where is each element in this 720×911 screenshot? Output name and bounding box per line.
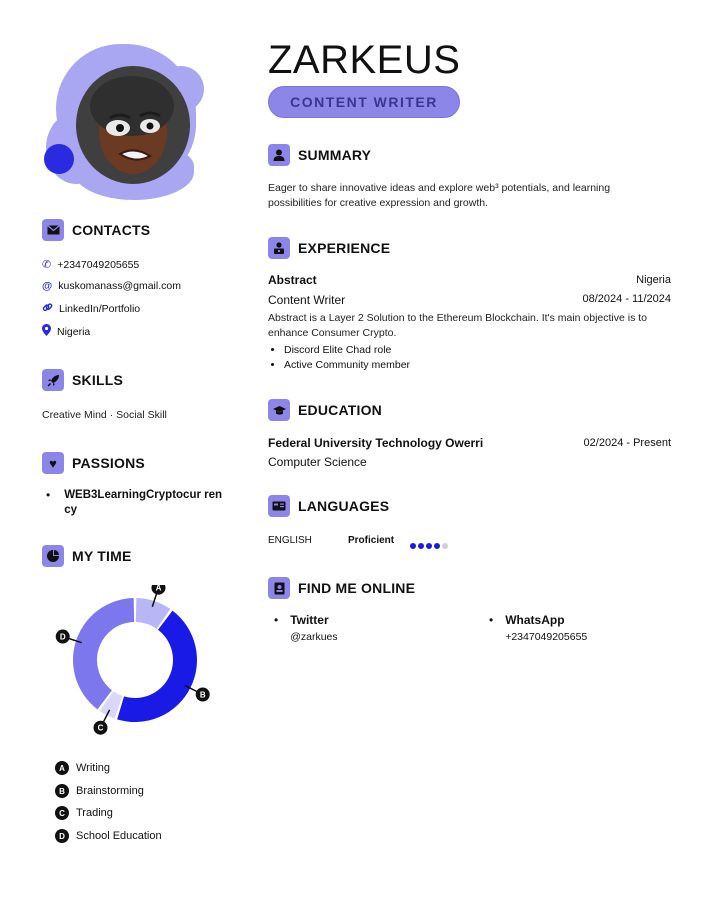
donut-marker-label: C	[97, 723, 104, 733]
passions-section-header	[42, 452, 145, 474]
legend-marker: A	[55, 761, 69, 775]
rocket-icon	[42, 369, 64, 391]
contact-link[interactable]: LinkedIn/Portfolio	[42, 302, 140, 316]
avatar-photo	[76, 66, 190, 184]
experience-dates: 08/2024 - 11/2024	[582, 293, 671, 305]
graduation-cap-icon	[268, 399, 290, 421]
contact-phone[interactable]: ✆ +2347049205655	[42, 258, 140, 271]
level-dot-filled	[434, 543, 440, 549]
contacts-section-header	[42, 219, 150, 241]
experience-company: Abstract	[268, 273, 317, 287]
legend-item-school-education: D School Education	[55, 829, 162, 843]
contact-location: Nigeria	[42, 324, 90, 339]
passions-title: PASSIONS	[72, 455, 145, 471]
education-field: Computer Science	[268, 455, 367, 469]
id-card-icon	[268, 495, 290, 517]
language-level-dots	[410, 536, 450, 554]
skills-text: Creative Mind · Social Skill	[42, 409, 167, 421]
experience-location: Nigeria	[636, 274, 671, 286]
level-dot-filled	[426, 543, 432, 549]
languages-section-header	[268, 495, 389, 517]
briefcase-person-icon	[268, 237, 290, 259]
contacts-title: CONTACTS	[72, 222, 151, 238]
skills-section-header	[42, 369, 123, 391]
online-title: FIND ME ONLINE	[298, 580, 416, 596]
skills-title: SKILLS	[72, 372, 123, 388]
person-icon	[268, 144, 290, 166]
language-level: Proficient	[348, 535, 395, 546]
language-name: ENGLISH	[268, 535, 312, 546]
legend-marker: D	[55, 829, 69, 843]
donut-slice-school-education	[73, 598, 134, 709]
online-section-header	[268, 577, 415, 599]
online-item-twitter[interactable]: • Twitter @zarkues	[274, 613, 338, 643]
legend-item-trading: C Trading	[55, 806, 113, 820]
experience-bullet: • Discord Elite Chad role	[284, 344, 410, 356]
experience-section-header	[268, 237, 390, 259]
education-dates: 02/2024 - Present	[583, 437, 671, 449]
at-icon: @	[42, 280, 53, 292]
mytime-title: MY TIME	[72, 548, 132, 564]
languages-title: LANGUAGES	[298, 498, 390, 514]
profile-avatar	[40, 40, 210, 200]
online-item-whatsapp[interactable]: • WhatsApp +2347049205655	[489, 613, 588, 643]
person-name: ZARKEUS	[268, 38, 461, 82]
phone-icon: ✆	[42, 259, 52, 271]
donut-marker-label: D	[59, 632, 66, 642]
level-dot-empty	[442, 543, 448, 549]
legend-item-brainstorming: B Brainstorming	[55, 784, 144, 798]
experience-bullets	[270, 341, 410, 374]
link-icon	[42, 302, 53, 316]
heart-icon: ♥	[42, 452, 64, 474]
passion-item: • WEB3LearningCryptocur rency	[46, 488, 223, 516]
contact-email[interactable]: @ kuskomanass@gmail.com	[42, 280, 181, 292]
legend-marker: B	[55, 784, 69, 798]
experience-position: Content Writer	[268, 293, 346, 307]
location-pin-icon	[42, 324, 51, 339]
contact-card-icon	[268, 577, 290, 599]
level-dot-filled	[410, 543, 416, 549]
pie-chart-icon	[42, 545, 64, 567]
legend-marker: C	[55, 806, 69, 820]
education-title: EDUCATION	[298, 402, 382, 418]
summary-text: Eager to share innovative ideas and explore web³ potentials, and learning possibilities for creative expression and growth.	[268, 182, 611, 209]
mytime-section-header	[42, 545, 131, 567]
donut-marker-label: A	[155, 585, 162, 593]
education-school: Federal University Technology Owerri	[268, 436, 484, 450]
summary-section-header	[268, 144, 371, 166]
level-dot-filled	[418, 543, 424, 549]
experience-description: Abstract is a Layer 2 Solution to the Ethereum Blockchain. It's main objective is to enhance Consumer Crypto.	[268, 312, 648, 339]
envelope-icon	[42, 219, 64, 241]
role-badge: CONTENT WRITER	[268, 86, 460, 118]
experience-bullet: • Active Community member	[284, 359, 410, 371]
summary-title: SUMMARY	[298, 147, 372, 163]
education-section-header	[268, 399, 382, 421]
legend-item-writing: A Writing	[55, 761, 110, 775]
donut-marker-label: B	[199, 690, 206, 700]
experience-title: EXPERIENCE	[298, 240, 391, 256]
time-donut-chart	[55, 585, 225, 735]
